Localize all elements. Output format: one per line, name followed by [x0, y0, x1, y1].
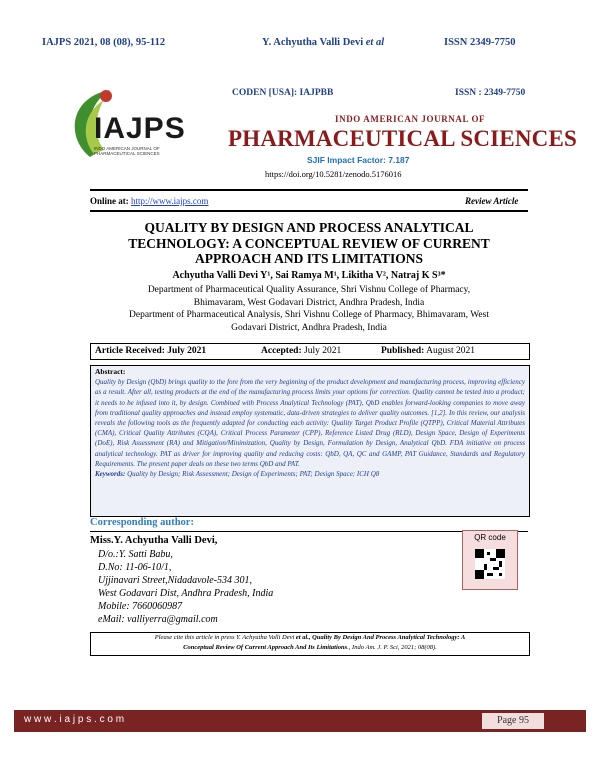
accepted-label: Accepted:	[261, 346, 302, 356]
title-line-1: QUALITY BY DESIGN AND PROCESS ANALYTICAL	[144, 220, 474, 235]
affiliation-2-line-1: Department of Pharmaceutical Analysis, Shri Vishnu College of Pharmacy, Bhimavaram, West	[129, 310, 489, 320]
received-value: July 2021	[167, 346, 207, 356]
address-line: Ujjinavari Street,Nidadavole-534 301,	[98, 575, 253, 586]
address-line: eMail: valliyerra@gmail.com	[98, 614, 218, 625]
logo-text: IAJPS	[94, 112, 186, 145]
title-line-3: APPROACH AND ITS LIMITATIONS	[195, 251, 423, 266]
article-title	[90, 220, 528, 267]
citation-etal: et al.,	[295, 634, 311, 641]
published-label: Published:	[381, 346, 425, 356]
published-value: August 2021	[426, 346, 475, 356]
affiliations	[90, 284, 528, 334]
received	[95, 344, 206, 359]
published	[381, 344, 475, 359]
page-footer	[14, 710, 586, 732]
doi-link[interactable]: https://doi.org/10.5281/zenodo.5176016	[265, 169, 402, 179]
affiliation-2-line-2: Godavari District, Andhra Pradesh, India	[231, 322, 387, 333]
affiliation-1-line-1: Department of Pharmaceutical Quality Assurance, Shri Vishnu College of Pharmacy,	[147, 285, 471, 295]
citation-line-2	[91, 643, 529, 653]
header-author	[262, 37, 384, 48]
citation-title-rest: Conceptual Review Of Current Approach And Its Limitations	[183, 644, 348, 651]
qr-code-box[interactable]	[462, 530, 518, 590]
online-label: Online at:	[90, 196, 129, 206]
address-line: D/o.:Y. Satti Babu,	[98, 549, 173, 560]
qr-code-icon	[475, 549, 505, 579]
online-line	[90, 196, 208, 206]
impact-factor: SJIF Impact Factor: 7.187	[307, 155, 410, 165]
rule-bottom	[90, 210, 528, 212]
journal-logo	[60, 82, 200, 172]
address-line: D.No: 11-06-10/1,	[98, 562, 172, 573]
citation-box	[90, 632, 530, 656]
corresponding-address	[98, 548, 273, 626]
header-author-name: Y. Achyutha Valli Devi	[262, 37, 364, 48]
header-et-al: et al	[365, 37, 385, 48]
abstract-box	[90, 365, 530, 517]
logo-subtext: INDO AMERICAN JOURNAL OF PHARMACEUTICAL SCIENCES	[94, 146, 160, 156]
rule-top	[90, 189, 528, 191]
qr-label: QR code	[474, 533, 506, 542]
citation-title-part: Quality By Design And Process Analytical Technology: A	[312, 634, 466, 641]
citation-prefix: Please cite this article in press Y. Achyutha Valli Devi	[154, 634, 295, 641]
header-issn: ISSN 2349-7750	[444, 37, 516, 48]
authors: Achyutha Valli Devi Y¹, Sai Ramya M¹, Likitha V², Natraj K S³*	[172, 270, 446, 281]
journal-name-line1: INDO AMERICAN JOURNAL OF	[335, 114, 486, 124]
footer-site[interactable]: w w w . i a j p s . c o m	[24, 714, 125, 725]
keywords-line	[91, 469, 529, 479]
citation-journal: ., Indo Am. J. P. Sci, 2021; 08(08).	[347, 644, 437, 651]
dates-box	[90, 343, 530, 360]
keywords-text: Quality by Design; Risk Assessment; Design of Experiments; PAT; Design Space; ICH Q8	[127, 470, 380, 479]
affiliation-1-line-2: Bhimavaram, West Godavari District, Andhra Pradesh, India	[193, 297, 425, 308]
abstract-heading: Abstract:	[95, 367, 126, 376]
address-line: West Godavari Dist, Andhra Pradesh, India	[98, 588, 274, 599]
corresponding-name: Miss.Y. Achyutha Valli Devi,	[90, 535, 218, 546]
title-line-2: TECHNOLOGY: A CONCEPTUAL REVIEW OF CURRENT	[128, 235, 490, 251]
journal-name-line2: PHARMACEUTICAL SCIENCES	[228, 126, 578, 151]
article-type: Review Article	[465, 196, 519, 206]
header-journal-ref: IAJPS 2021, 08 (08), 95-112	[42, 37, 166, 48]
received-label: Article Received:	[95, 346, 165, 356]
masthead-issn: ISSN : 2349-7750	[455, 88, 526, 98]
citation-line-1	[91, 633, 529, 643]
coden: CODEN [USA]: IAJPBB	[232, 88, 334, 98]
corresponding-heading: Corresponding author:	[90, 517, 194, 528]
accepted-value: July 2021	[304, 346, 342, 356]
address-line: Mobile: 7660060987	[98, 601, 183, 612]
page-number: Page 95	[482, 713, 544, 729]
keywords-label: Keywords:	[95, 470, 126, 479]
accepted	[261, 344, 341, 359]
abstract-body: Quality by Design (QbD) brings quality to the fore from the very beginning of the product development and manufacturing process, improving efficiency as a result. After all, testing products at the end of the manufacturing process limits your options for correction. Quality cannot be tested into a product; it needs to be infused into it, by design. Combined with Process Analytical Technology (PAT), QbD enables forward-looking companies to move away from traditional quality approaches and instead employ systematic, data-driven strategies to deliver quality outcomes. [1,2]. In this review, our analysis reveals the following tools as the frequently adapted for conducting each activity: Quality Target Product Profile (QTPP), Critical Material Attributes (CMA), Critical Quality Attributes (CQA), Critical Process Parameter (CPP), Reference Listed Drug (RLD), Design Space, Design of Experiments (DoE), Risk Assessment (RA) and Mitigation/Minimization, Quality by Design, Formulation by Design, Analytical QbD. FDA initiative on process analytical technology. PAT as driver for improving quality and reducing costs: QbD, QA, QC and GAMP, PAT Guidance, Standards and Regulatory Requirements. The present paper deals on these two terms QbD and PAT.	[95, 378, 525, 468]
site-link[interactable]: http://www.iajps.com	[131, 196, 209, 206]
